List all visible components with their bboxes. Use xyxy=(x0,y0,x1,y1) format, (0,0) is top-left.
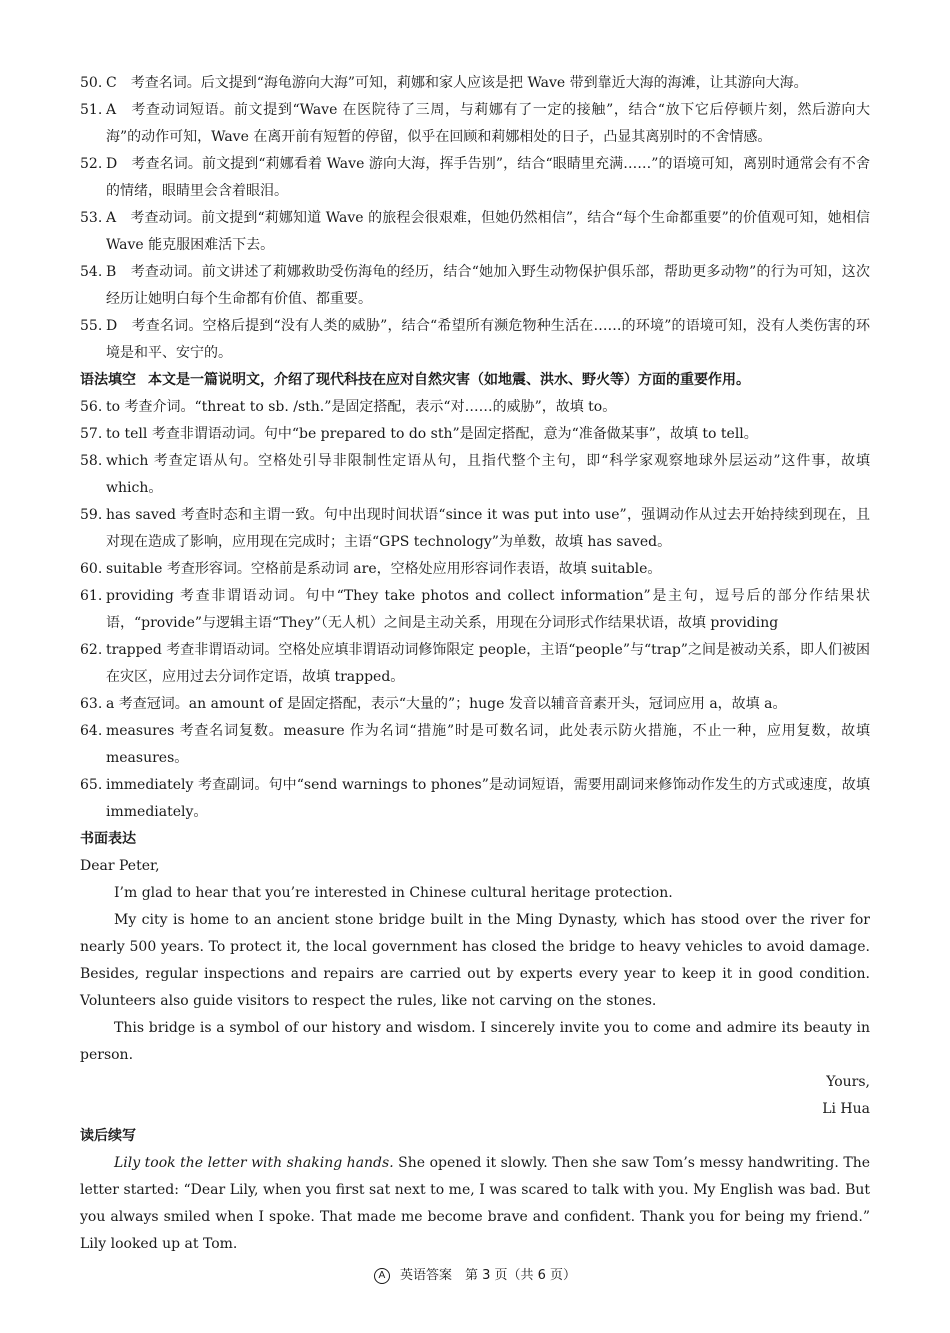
letter-paragraph: This bridge is a symbol of our history and wisdom. I sincerely invite you to come and admire its beauty in person. xyxy=(80,1020,870,1063)
answer-item xyxy=(80,394,870,421)
answer-item xyxy=(80,259,870,313)
letter-paragraph: My city is home to an ancient stone bridge built in the Ming Dynasty, which has stood over the river for nearly 500 years. To protect it, the local government has closed the bridge to heavy vehicles to avoid damage. Besides, regular inspections and repairs are carried out by experts every year to keep it in good condition. Volunteers also guide visitors to respect the rules, like not carving on the stones. xyxy=(80,912,870,1009)
item-explanation: trapped 考查非谓语动词。空格处应填非谓语动词修饰限定 people，主语“people”与“trap”之间是被动关系，即人们被困在灾区，应用过去分词作定语，故填 trapped。 xyxy=(106,642,870,685)
answer-item xyxy=(80,313,870,367)
item-number: 62. xyxy=(80,642,103,658)
item-explanation: has saved 考查时态和主谓一致。句中出现时间状语“since it was put into use”，强调动作从过去开始持续到现在，且对现在造成了影响，应用现在完成时；主语“GPS technology”为单数，故填 has saved。 xyxy=(106,507,870,550)
item-number: 65. xyxy=(80,777,103,793)
item-number: 57. xyxy=(80,426,103,442)
item-explanation: D 考查名词。前文提到“莉娜看着 Wave 游向大海，挥手告别”，结合“眼睛里充满……”的语境可知，离别时通常会有不舍的情绪，眼睛里会含着眼泪。 xyxy=(106,156,870,199)
grammar-section-title: 语法填空 xyxy=(80,372,136,388)
answer-item xyxy=(80,448,870,502)
item-number: 61. xyxy=(80,588,103,604)
answer-list-grammar xyxy=(80,394,870,826)
item-explanation: providing 考查非谓语动词。句中“They take photos and collect information”是主句，逗号后的部分作结果状语，“provide”与逻辑主语“They”（无人机）之间是主动关系，用现在分词形式作结果状语，故填 providing xyxy=(106,588,870,631)
item-number: 64. xyxy=(80,723,103,739)
answer-item xyxy=(80,205,870,259)
item-explanation: a 考查冠词。an amount of 是固定搭配，表示“大量的”；huge 发音以辅音音素开头，冠词应用 a，故填 a。 xyxy=(106,696,787,712)
item-number: 54. xyxy=(80,264,103,280)
letter-closing: Yours, xyxy=(826,1074,870,1090)
item-explanation: A 考查动词。前文提到“莉娜知道 Wave 的旅程会很艰难，但她仍然相信”，结合“每个生命都重要”的价值观可知，她相信 Wave 能克服困难活下去。 xyxy=(106,210,870,253)
item-explanation: to 考查介词。“threat to sb. /sth.”是固定搭配，表示“对……的威胁”，故填 to。 xyxy=(106,399,617,415)
item-explanation: B 考查动词。前文讲述了莉娜救助受伤海龟的经历，结合“她加入野生动物保护俱乐部，帮助更多动物”的行为可知，这次经历让她明白每个生命都有价值、都重要。 xyxy=(106,264,870,307)
item-number: 59. xyxy=(80,507,103,523)
item-number: 55. xyxy=(80,318,103,334)
letter-paragraph: I’m glad to hear that you’re interested in Chinese cultural heritage protection. xyxy=(114,885,673,901)
answer-list-reading xyxy=(80,70,870,367)
answer-item xyxy=(80,97,870,151)
page-number-text: 英语答案 第 3 页（共 6 页） xyxy=(399,1268,577,1283)
answer-item xyxy=(80,556,870,583)
item-number: 51. xyxy=(80,102,103,118)
answer-item xyxy=(80,718,870,772)
answer-item xyxy=(80,637,870,691)
grammar-section-description: 本文是一篇说明文，介绍了现代科技在应对自然灾害（如地震、洪水、野火等）方面的重要作用。 xyxy=(148,372,750,388)
item-number: 63. xyxy=(80,696,103,712)
story-paragraph xyxy=(80,1150,870,1258)
answer-item xyxy=(80,583,870,637)
item-explanation: to tell 考查非谓语动词。句中“be prepared to do sth”是固定搭配，意为“准备做某事”，故填 to tell。 xyxy=(106,426,758,442)
story-opening-sentence: Lily took the letter with shaking hands. xyxy=(114,1155,394,1171)
item-number: 52. xyxy=(80,156,103,172)
grammar-section-heading xyxy=(80,367,870,394)
item-number: 56. xyxy=(80,399,103,415)
item-explanation: immediately 考查副词。句中“send warnings to phones”是动词短语，需要用副词来修饰动作发生的方式或速度，故填 immediately。 xyxy=(106,777,870,820)
item-explanation: D 考查名词。空格后提到“没有人类的威胁”，结合“希望所有濒危物种生活在……的环境”的语境可知，没有人类伤害的环境是和平、安宁的。 xyxy=(106,318,870,361)
item-explanation: measures 考查名词复数。measure 作为名词“措施”时是可数名词，此处表示防火措施，不止一种，应用复数，故填 measures。 xyxy=(106,723,870,766)
item-explanation: A 考查动词短语。前文提到“Wave 在医院待了三周，与莉娜有了一定的接触”，结合“放下它后停顿片刻，然后游向大海”的动作可知，Wave 在离开前有短暂的停留，似乎在回顾和莉娜相处的日子，凸显其离别时的不舍情感。 xyxy=(106,102,870,145)
paper-version-mark: A xyxy=(374,1268,390,1284)
item-number: 53. xyxy=(80,210,103,226)
answer-item xyxy=(80,502,870,556)
answer-item xyxy=(80,772,870,826)
item-number: 50. xyxy=(80,75,103,91)
story-body: She opened it slowly. Then she saw Tom’s messy handwriting. The letter started: “Dear Lily, when you first sat next to me, I was scared to talk with you. My English was bad. But you always smiled when I spoke. That made me become brave and confident. Thank you for being my friend.” Lily looked up at Tom. xyxy=(80,1155,870,1252)
item-number: 60. xyxy=(80,561,103,577)
item-explanation: suitable 考查形容词。空格前是系动词 are，空格处应用形容词作表语，故填 suitable。 xyxy=(106,561,662,577)
answer-item xyxy=(80,151,870,205)
page-footer xyxy=(0,1266,950,1286)
item-explanation: which 考查定语从句。空格处引导非限制性定语从句，且指代整个主句，即“科学家观察地球外层运动”这件事，故填 which。 xyxy=(106,453,870,496)
item-number: 58. xyxy=(80,453,103,469)
answer-item xyxy=(80,70,870,97)
answer-item xyxy=(80,691,870,718)
writing-section-title: 书面表达 xyxy=(80,831,136,847)
letter-signature: Li Hua xyxy=(822,1101,870,1117)
answer-item xyxy=(80,421,870,448)
model-letter xyxy=(80,853,870,1123)
continuation-section-title: 读后续写 xyxy=(80,1128,136,1144)
continuation-text xyxy=(80,1150,870,1258)
letter-salutation: Dear Peter, xyxy=(80,858,160,874)
item-explanation: C 考查名词。后文提到“海龟游向大海”可知，莉娜和家人应该是把 Wave 带到靠近大海的海滩，让其游向大海。 xyxy=(106,75,808,91)
